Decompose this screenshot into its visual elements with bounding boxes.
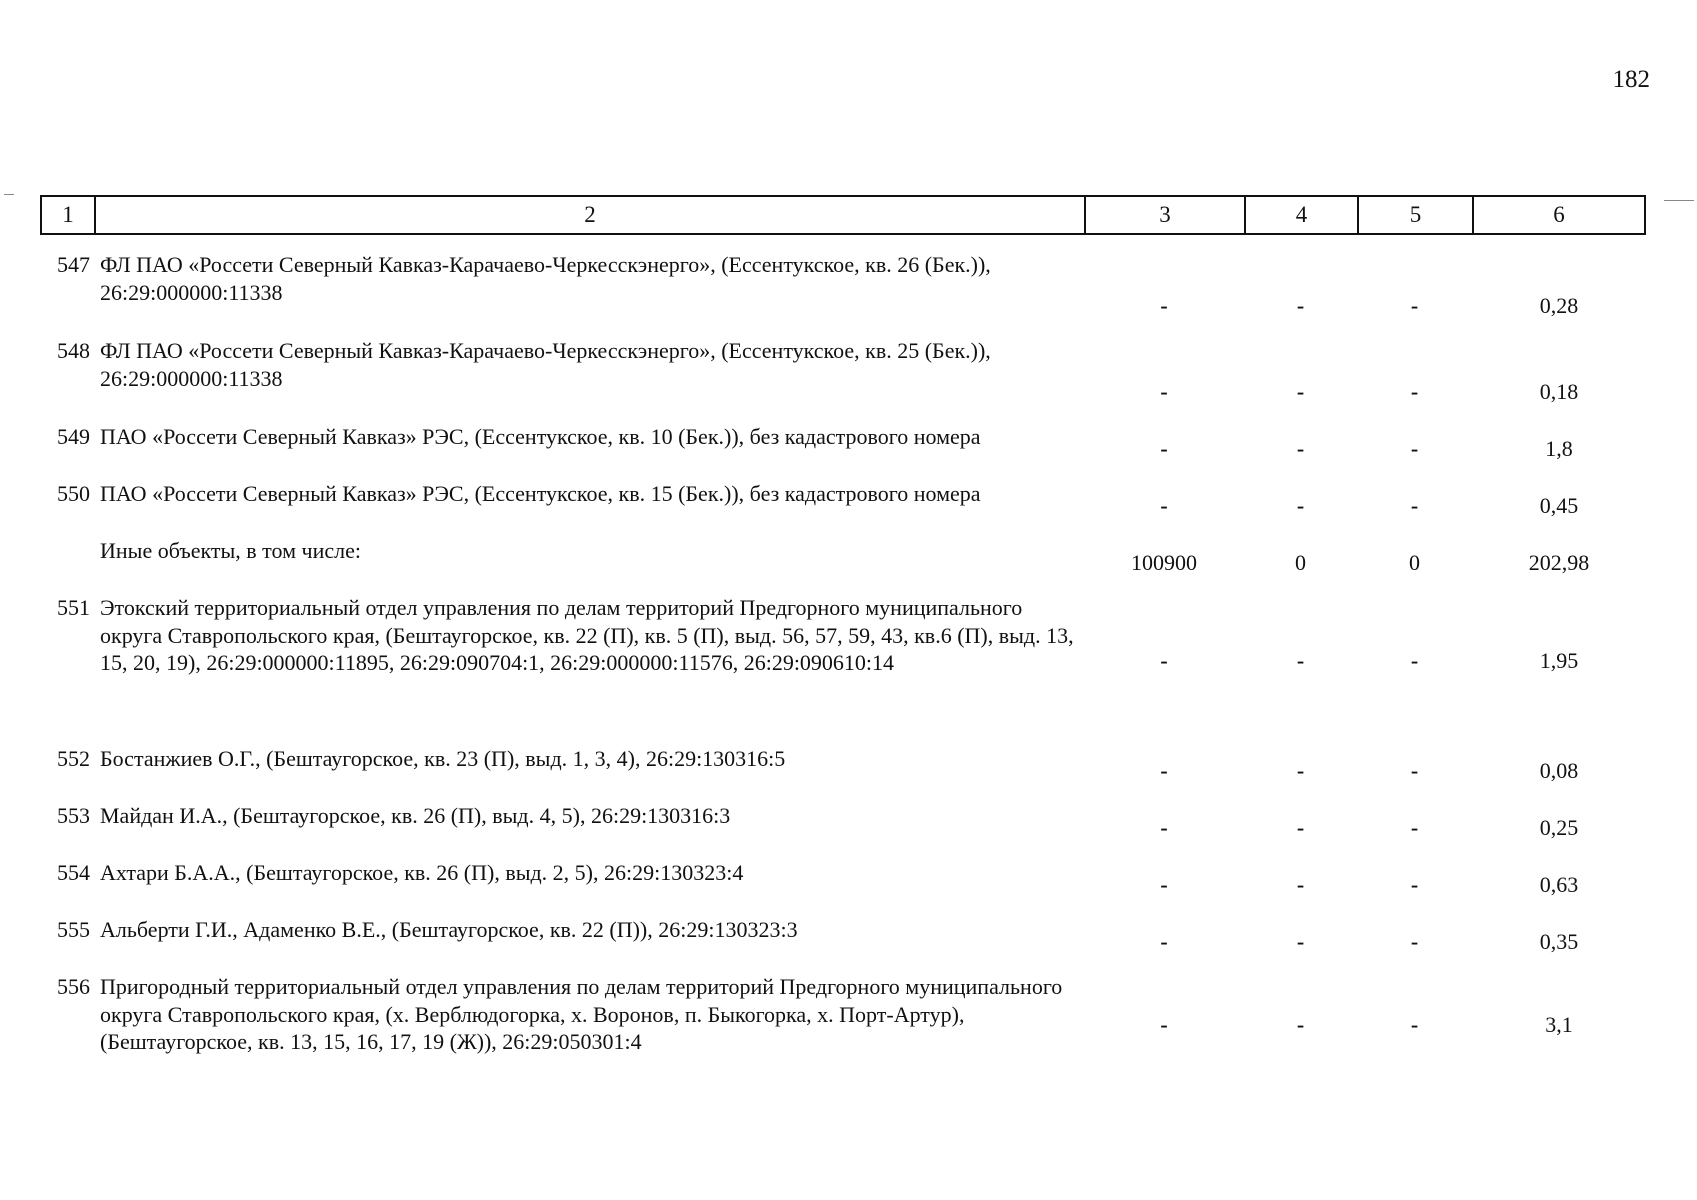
row-col-3: - [1160, 435, 1168, 461]
row-description: ПАО «Россети Северный Кавказ» РЭС, (Ессентукское, кв. 15 (Бек.)), без кадастрового номера [100, 481, 981, 506]
table-body [40, 235, 1646, 1079]
header-col-5: 5 [1359, 197, 1474, 233]
row-col-6: 0,28 [1539, 292, 1579, 318]
row-description: Майдан И.А., (Бештаугорское, кв. 26 (П), выд. 4, 5), 26:29:130316:3 [100, 803, 731, 828]
row-col-3: - [1160, 1012, 1168, 1038]
table-row [40, 843, 1646, 900]
row-col-4: - [1296, 1012, 1305, 1038]
row-col-4: - [1296, 757, 1305, 783]
row-description: ФЛ ПАО «Россети Северный Кавказ-Карачаево-Черкесскэнерго», (Ессентукское, кв. 26 (Бек.)), 26:29:000000:11338 [100, 252, 991, 305]
row-number: 551 [57, 595, 90, 620]
row-col-5: - [1410, 928, 1419, 954]
row-col-6: 0,18 [1539, 378, 1579, 404]
row-col-4: 0 [1295, 549, 1306, 575]
row-col-4: - [1296, 378, 1305, 404]
row-col-4: - [1296, 492, 1305, 518]
row-col-3: - [1160, 292, 1168, 318]
row-col-3: 100900 [1131, 549, 1197, 575]
row-col-6: 1,8 [1545, 435, 1573, 461]
row-col-5: 0 [1409, 549, 1420, 575]
table-row [40, 578, 1646, 729]
row-col-6: 0,63 [1539, 871, 1579, 897]
row-col-4: - [1296, 435, 1305, 461]
table-row-subtotal [40, 521, 1646, 578]
row-number: 556 [57, 974, 90, 999]
table-row [40, 407, 1646, 464]
row-col-5: - [1410, 647, 1419, 673]
row-description: ФЛ ПАО «Россети Северный Кавказ-Карачаево-Черкесскэнерго», (Ессентукское, кв. 25 (Бек.)), 26:29:000000:11338 [100, 338, 991, 391]
row-col-4: - [1296, 647, 1305, 673]
row-col-3: - [1160, 814, 1168, 840]
row-number [40, 521, 94, 578]
row-col-6: 1,95 [1539, 647, 1579, 673]
table-row [40, 786, 1646, 843]
row-col-3: - [1160, 757, 1168, 783]
scan-edge-mark-left [4, 194, 14, 195]
row-col-3: - [1160, 928, 1168, 954]
row-description: Альберти Г.И., Адаменко В.Е., (Бештаугорское, кв. 22 (П)), 26:29:130323:3 [100, 917, 798, 942]
row-col-5: - [1410, 492, 1419, 518]
header-col-3: 3 [1086, 197, 1246, 233]
row-col-6: 0,08 [1539, 757, 1579, 783]
row-col-5: - [1410, 871, 1419, 897]
row-col-5: - [1410, 378, 1419, 404]
row-description: Этокский территориальный отдел управления по делам территорий Предгорного муниципального округа Ставропольского края, (Бештаугорское, кв. 22 (П), кв. 5 (П), выд. 56, 57, 59, 43, кв.6 (П), выд. 13, 15, 20, 19), 26:29:000000:11895, 26:29:090704:1, 26:29:000000:11576, 26:29:090610:14 [100, 595, 1074, 675]
scan-edge-mark-right [1664, 200, 1694, 201]
row-col-6: 202,98 [1528, 549, 1590, 575]
row-col-5: - [1410, 292, 1419, 318]
row-col-4: - [1296, 292, 1305, 318]
row-col-5: - [1410, 435, 1419, 461]
row-description: ПАО «Россети Северный Кавказ» РЭС, (Ессентукское, кв. 10 (Бек.)), без кадастрового номера [100, 424, 981, 449]
row-col-6: 0,35 [1539, 928, 1579, 954]
table-row [40, 900, 1646, 957]
page-number: 182 [1612, 66, 1650, 93]
row-description: Пригородный территориальный отдел управления по делам территорий Предгорного муниципального округа Ставропольского края, (х. Верблюдогорка, х. Воронов, п. Быкогорка, х. Порт-Артур), (Бештаугорское, кв. 13, 15, 16, 17, 19 (Ж)), 26:29:050301:4 [100, 974, 1063, 1054]
row-number: 548 [57, 338, 90, 363]
row-col-4: - [1296, 814, 1305, 840]
row-number: 553 [57, 803, 90, 828]
table-row [40, 464, 1646, 521]
table-header [40, 195, 1646, 235]
row-col-3: - [1160, 871, 1168, 897]
row-col-5: - [1410, 1012, 1419, 1038]
header-col-2: 2 [96, 197, 1086, 233]
header-col-4: 4 [1246, 197, 1359, 233]
row-number: 550 [57, 481, 90, 506]
row-number: 555 [57, 917, 90, 942]
row-description: Ахтари Б.А.А., (Бештаугорское, кв. 26 (П), выд. 2, 5), 26:29:130323:4 [100, 860, 744, 885]
table-row [40, 957, 1646, 1079]
header-col-1: 1 [42, 197, 96, 233]
row-col-5: - [1410, 757, 1419, 783]
row-col-4: - [1296, 928, 1305, 954]
table-row [40, 321, 1646, 407]
row-col-3: - [1160, 647, 1168, 673]
row-description: Бостанжиев О.Г., (Бештаугорское, кв. 23 (П), выд. 1, 3, 4), 26:29:130316:5 [100, 746, 786, 771]
table-row [40, 729, 1646, 786]
row-col-6: 0,45 [1539, 492, 1579, 518]
table-row [40, 235, 1646, 321]
row-description: Иные объекты, в том числе: [100, 538, 361, 563]
row-number: 547 [57, 252, 90, 277]
row-col-6: 0,25 [1539, 814, 1579, 840]
row-number: 552 [57, 746, 90, 771]
row-number: 554 [57, 860, 90, 885]
header-col-6: 6 [1553, 202, 1565, 227]
row-col-4: - [1296, 871, 1305, 897]
row-col-5: - [1410, 814, 1419, 840]
row-number: 549 [57, 424, 90, 449]
row-col-6: 3,1 [1545, 1012, 1573, 1038]
row-col-3: - [1160, 492, 1168, 518]
row-col-3: - [1160, 378, 1168, 404]
